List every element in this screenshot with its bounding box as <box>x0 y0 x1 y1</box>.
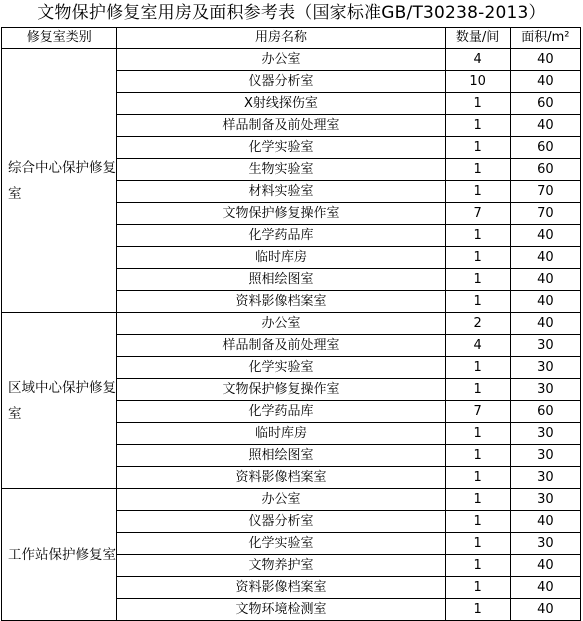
room-name-cell: 临时库房 <box>117 247 445 269</box>
area-cell: 70 <box>510 181 580 203</box>
area-cell: 40 <box>510 291 580 313</box>
area-cell: 60 <box>510 137 580 159</box>
header-room-name: 用房名称 <box>117 28 445 49</box>
room-name-cell: 化学实验室 <box>117 357 445 379</box>
quantity-cell: 1 <box>445 533 510 555</box>
room-name-cell: 文物环境检测室 <box>117 599 445 621</box>
area-cell: 30 <box>510 489 580 511</box>
quantity-cell: 7 <box>445 203 510 225</box>
header-quantity: 数量/间 <box>445 28 510 49</box>
area-cell: 30 <box>510 423 580 445</box>
quantity-cell: 1 <box>445 555 510 577</box>
room-name-cell: 样品制备及前处理室 <box>117 335 445 357</box>
room-name-cell: 化学实验室 <box>117 533 445 555</box>
quantity-cell: 1 <box>445 467 510 489</box>
room-name-cell: 照相绘图室 <box>117 445 445 467</box>
area-cell: 40 <box>510 511 580 533</box>
room-name-cell: 照相绘图室 <box>117 269 445 291</box>
quantity-cell: 4 <box>445 335 510 357</box>
quantity-cell: 4 <box>445 49 510 71</box>
room-name-cell: 文物养护室 <box>117 555 445 577</box>
area-cell: 40 <box>510 269 580 291</box>
quantity-cell: 1 <box>445 379 510 401</box>
area-cell: 30 <box>510 335 580 357</box>
quantity-cell: 1 <box>445 511 510 533</box>
area-cell: 40 <box>510 577 580 599</box>
room-name-cell: 办公室 <box>117 489 445 511</box>
area-cell: 40 <box>510 225 580 247</box>
area-cell: 30 <box>510 467 580 489</box>
area-cell: 30 <box>510 379 580 401</box>
room-name-cell: 化学药品库 <box>117 225 445 247</box>
area-cell: 40 <box>510 115 580 137</box>
area-cell: 40 <box>510 599 580 621</box>
room-name-cell: 仪器分析室 <box>117 511 445 533</box>
quantity-cell: 1 <box>445 599 510 621</box>
category-cell: 综合中心保护修复室 <box>2 49 117 313</box>
quantity-cell: 1 <box>445 247 510 269</box>
reference-table <box>1 27 581 621</box>
category-cell: 区域中心保护修复室 <box>2 313 117 489</box>
room-name-cell: 资料影像档案室 <box>117 467 445 489</box>
quantity-cell: 1 <box>445 357 510 379</box>
room-name-cell: X射线探伤室 <box>117 93 445 115</box>
room-name-cell: 文物保护修复操作室 <box>117 203 445 225</box>
quantity-cell: 7 <box>445 401 510 423</box>
area-cell: 40 <box>510 49 580 71</box>
table-row <box>2 313 581 335</box>
quantity-cell: 1 <box>445 93 510 115</box>
area-cell: 40 <box>510 71 580 93</box>
room-name-cell: 材料实验室 <box>117 181 445 203</box>
room-name-cell: 资料影像档案室 <box>117 577 445 599</box>
table-body <box>2 49 581 621</box>
quantity-cell: 1 <box>445 423 510 445</box>
room-name-cell: 化学药品库 <box>117 401 445 423</box>
area-cell: 40 <box>510 247 580 269</box>
quantity-cell: 1 <box>445 181 510 203</box>
category-cell: 工作站保护修复室 <box>2 489 117 621</box>
table-title: 文物保护修复室用房及面积参考表（国家标准GB/T30238-2013） <box>37 3 546 23</box>
room-name-cell: 文物保护修复操作室 <box>117 379 445 401</box>
quantity-cell: 1 <box>445 291 510 313</box>
header-row <box>2 28 581 49</box>
area-cell: 60 <box>510 401 580 423</box>
quantity-cell: 2 <box>445 313 510 335</box>
quantity-cell: 1 <box>445 115 510 137</box>
table-row <box>2 489 581 511</box>
room-name-cell: 化学实验室 <box>117 137 445 159</box>
header-category: 修复室类别 <box>2 28 117 49</box>
room-name-cell: 生物实验室 <box>117 159 445 181</box>
quantity-cell: 1 <box>445 137 510 159</box>
header-area: 面积/m² <box>510 28 580 49</box>
quantity-cell: 10 <box>445 71 510 93</box>
area-cell: 60 <box>510 159 580 181</box>
area-cell: 30 <box>510 445 580 467</box>
quantity-cell: 1 <box>445 489 510 511</box>
table-row <box>2 49 581 71</box>
area-cell: 70 <box>510 203 580 225</box>
quantity-cell: 1 <box>445 269 510 291</box>
area-cell: 30 <box>510 357 580 379</box>
room-name-cell: 仪器分析室 <box>117 71 445 93</box>
area-cell: 40 <box>510 313 580 335</box>
quantity-cell: 1 <box>445 159 510 181</box>
area-cell: 40 <box>510 555 580 577</box>
quantity-cell: 1 <box>445 577 510 599</box>
room-name-cell: 样品制备及前处理室 <box>117 115 445 137</box>
area-cell: 30 <box>510 533 580 555</box>
room-name-cell: 办公室 <box>117 49 445 71</box>
area-cell: 60 <box>510 93 580 115</box>
room-name-cell: 临时库房 <box>117 423 445 445</box>
room-name-cell: 资料影像档案室 <box>117 291 445 313</box>
quantity-cell: 1 <box>445 225 510 247</box>
room-name-cell: 办公室 <box>117 313 445 335</box>
quantity-cell: 1 <box>445 445 510 467</box>
